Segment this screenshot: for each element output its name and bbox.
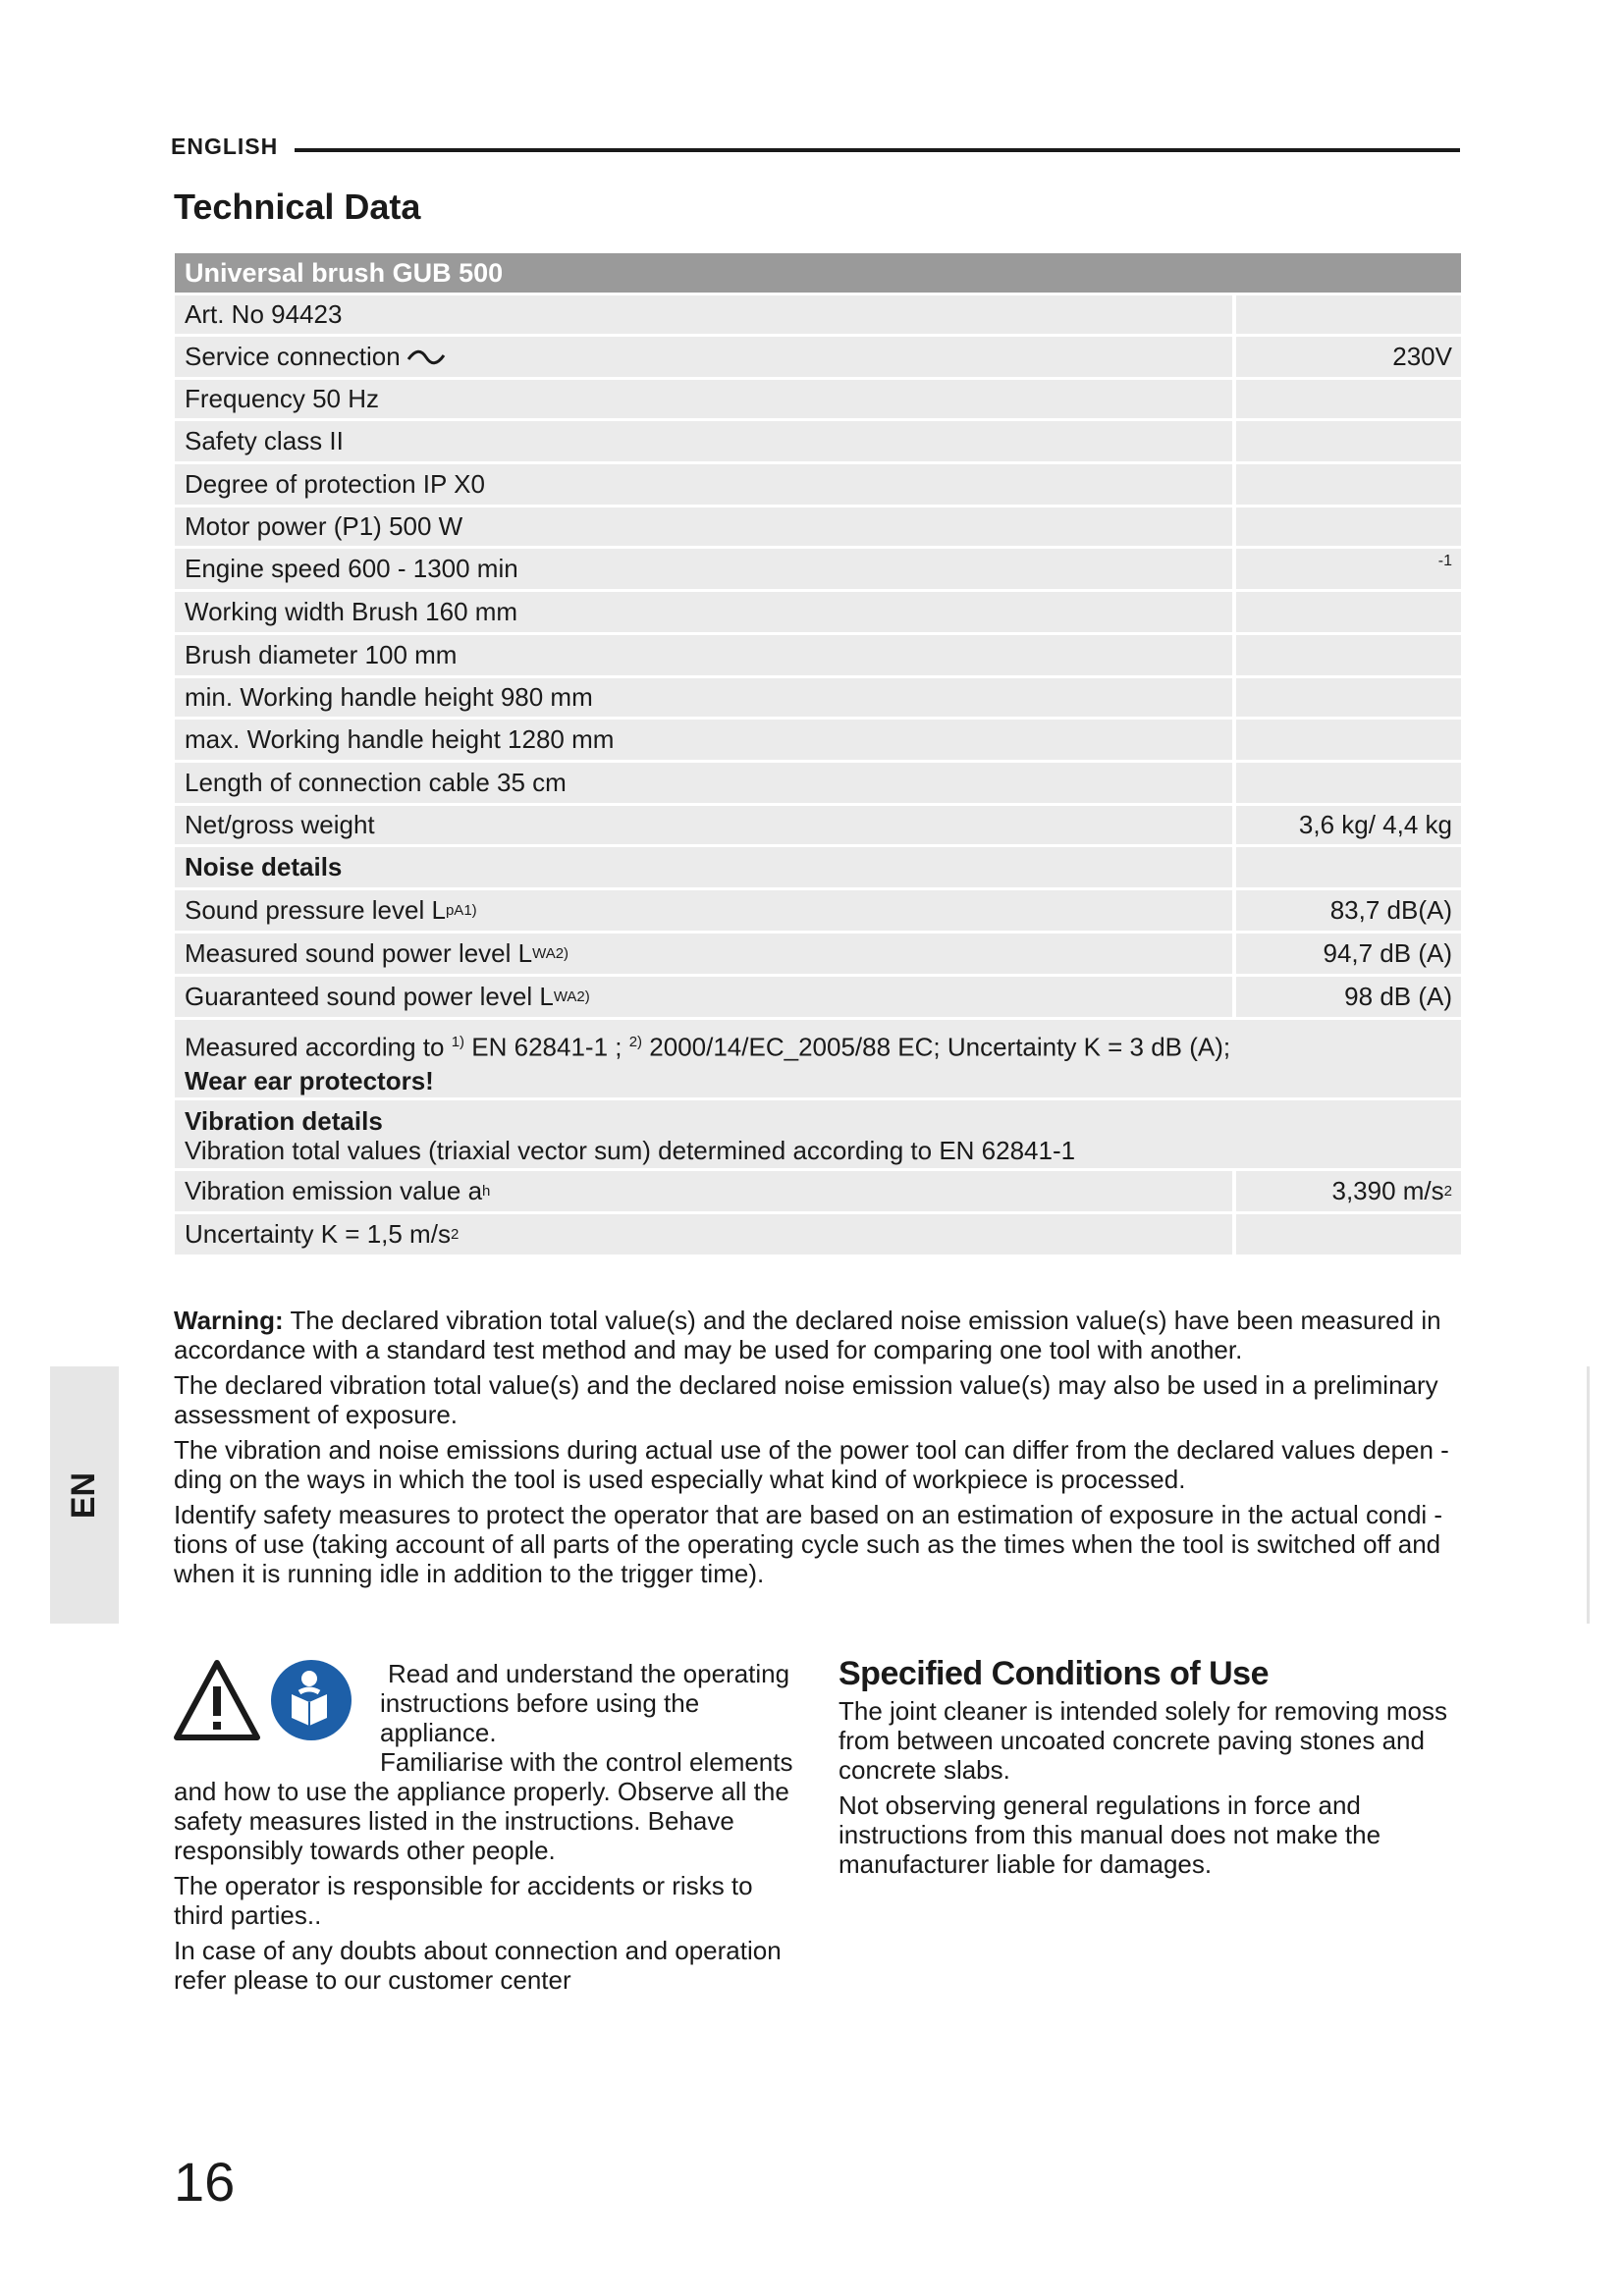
safety-instructions (174, 1659, 802, 2001)
table-row (175, 974, 1461, 1017)
instruction-paragraph: The operator is responsible for accidents or risks to third parties.. (174, 1871, 753, 1930)
warning-paragraph: Identify safety measures to protect the operator that are based on an estimation of exposure in the actual condi - tions of use (taking account of all parts of the operating cycle such as the times when the tool is switched off and when it is running idle in addition to the trigger time). (174, 1500, 1443, 1588)
footnote-marker: 2) (555, 945, 569, 962)
row-label (175, 1171, 1232, 1211)
row-value: -1 (1236, 549, 1461, 589)
row-label: Frequency 50 Hz (175, 380, 1232, 418)
row-value (1236, 720, 1461, 760)
row-value: 98 dB (A) (1236, 977, 1461, 1017)
header-rule (295, 148, 1460, 152)
row-label: Safety class II (175, 421, 1232, 461)
row-label: Degree of protection IP X0 (175, 464, 1232, 505)
table-row (175, 293, 1461, 334)
row-value (1236, 507, 1461, 546)
table-row (175, 844, 1461, 887)
vibration-heading-cell (175, 1100, 1461, 1168)
table-row (175, 1017, 1461, 1097)
vibration-emission-label: Vibration emission value a (185, 1176, 483, 1205)
row-label: Motor power (P1) 500 W (175, 507, 1232, 546)
row-value (1236, 847, 1461, 887)
row-label (175, 890, 1232, 931)
guaranteed-sound-power-label: Guaranteed sound power level L (185, 982, 554, 1011)
row-label: Art. No 94423 (175, 295, 1232, 334)
h-subscript: h (482, 1183, 491, 1200)
table-row (175, 334, 1461, 377)
warning-section (174, 1306, 1462, 1594)
row-value: 83,7 dB(A) (1236, 890, 1461, 931)
instruction-line: Familiarise with the control elements (380, 1747, 793, 1777)
row-label: max. Working handle height 1280 mm (175, 720, 1232, 760)
vibration-title: Vibration details (185, 1106, 383, 1136)
warning-paragraph: The vibration and noise emissions during actual use of the power tool can differ from the declared values depen - ding on the ways in which the tool is used especially what kind of workpiece is processed. (174, 1435, 1449, 1494)
conditions-paragraph: The joint cleaner is intended solely for removing moss from between uncoated concrete paving stones and concrete slabs. (839, 1696, 1447, 1785)
row-label: Working width Brush 160 mm (175, 592, 1232, 632)
section-title: Specified Conditions of Use (839, 1655, 1269, 1692)
row-value (1236, 295, 1461, 334)
instruction-paragraph: In case of any doubts about connection and operation refer please to our customer center (174, 1936, 782, 1995)
row-value (1236, 678, 1461, 717)
language-side-tab (50, 1366, 119, 1624)
row-value: 3,6 kg/ 4,4 kg (1236, 806, 1461, 844)
measured-text: Measured according to (185, 1032, 452, 1062)
vibration-emission-value: 3,390 m/s (1331, 1176, 1444, 1205)
row-value: 94,7 dB (A) (1236, 934, 1461, 974)
row-label (175, 337, 1232, 377)
table-row (175, 931, 1461, 974)
row-label (175, 1214, 1232, 1255)
row-value (1236, 1171, 1461, 1211)
row-value (1236, 1214, 1461, 1255)
row-value (1236, 763, 1461, 803)
row-label: Noise details (175, 847, 1232, 887)
row-label: Length of connection cable 35 cm (175, 763, 1232, 803)
row-label: Engine speed 600 - 1300 min (175, 549, 1232, 589)
row-value (1236, 464, 1461, 505)
side-tab-label: EN (65, 1471, 103, 1519)
instruction-line: Read and understand the operating (388, 1659, 790, 1688)
standard-text: EN 62841-1 ; (464, 1032, 629, 1062)
row-value (1236, 421, 1461, 461)
table-row (175, 1211, 1461, 1255)
row-label: min. Working handle height 980 mm (175, 678, 1232, 717)
row-label: Brush diameter 100 mm (175, 635, 1232, 675)
footnote-marker: 2) (628, 1034, 643, 1050)
table-row (175, 803, 1461, 844)
table-row (175, 377, 1461, 418)
row-label (175, 934, 1232, 974)
footnote-marker: 1) (463, 902, 477, 919)
measurement-note (175, 1020, 1461, 1097)
sound-pressure-label: Sound pressure level L (185, 895, 446, 925)
directive-text: 2000/14/EC_2005/88 EC; Uncertainty K = 3 dB (A); (642, 1032, 1231, 1062)
warning-lead: Warning: (174, 1306, 284, 1335)
table-row (175, 675, 1461, 717)
instruction-line: instructions before using the appliance. (380, 1688, 700, 1747)
wa-subscript: WA (553, 988, 577, 1005)
conditions-of-use (839, 1655, 1461, 1885)
technical-data-table (175, 253, 1461, 1255)
table-row (175, 632, 1461, 675)
uncertainty-label: Uncertainty K = 1,5 m/s (185, 1219, 451, 1249)
language-header: ENGLISH (171, 133, 279, 159)
page-edge-mark (1587, 1366, 1590, 1624)
wa-subscript: WA (532, 945, 556, 962)
ac-current-icon (406, 349, 446, 365)
warning-text: The declared vibration total value(s) and the declared noise emission value(s) have been measured in accordance with a standard test method and may be used for comparing one tool with another. (174, 1306, 1441, 1364)
table-row (175, 760, 1461, 803)
squared-marker: 2 (1443, 1183, 1452, 1200)
squared-marker: 2 (450, 1226, 460, 1243)
table-row (175, 1097, 1461, 1168)
table-row (175, 887, 1461, 931)
measured-sound-power-label: Measured sound power level L (185, 938, 533, 968)
row-value (1236, 592, 1461, 632)
row-value: 230V (1236, 337, 1461, 377)
row-value (1236, 380, 1461, 418)
table-row (175, 1168, 1461, 1211)
table-row (175, 546, 1461, 589)
service-connection-label: Service connection (185, 342, 401, 371)
table-row (175, 589, 1461, 632)
conditions-paragraph: Not observing general regulations in force and instructions from this manual does not make the manufacturer liable for damages. (839, 1790, 1381, 1879)
pa-subscript: pA (445, 902, 464, 919)
warning-paragraph (174, 1306, 1462, 1364)
footnote-marker: 2) (576, 988, 590, 1005)
row-label: Net/gross weight (175, 806, 1232, 844)
row-value (1236, 635, 1461, 675)
page-title: Technical Data (174, 187, 421, 227)
vibration-subtitle: Vibration total values (triaxial vector sum) determined according to EN 62841-1 (185, 1136, 1076, 1165)
table-heading: Universal brush GUB 500 (175, 253, 1461, 293)
row-label (175, 977, 1232, 1017)
warning-paragraph: The declared vibration total value(s) and the declared noise emission value(s) may also be used in a preliminary assessment of exposure. (174, 1370, 1438, 1429)
instruction-paragraph: and how to use the appliance properly. Observe all the safety measures listed in the instructions. Behave responsibly towards other people. (174, 1777, 789, 1865)
table-row (175, 418, 1461, 461)
page-number: 16 (174, 2151, 236, 2213)
table-row (175, 505, 1461, 546)
footnote-marker: 1) (451, 1034, 465, 1050)
table-row (175, 461, 1461, 505)
wear-ear-protectors: Wear ear protectors! (185, 1065, 434, 1095)
table-row (175, 717, 1461, 760)
